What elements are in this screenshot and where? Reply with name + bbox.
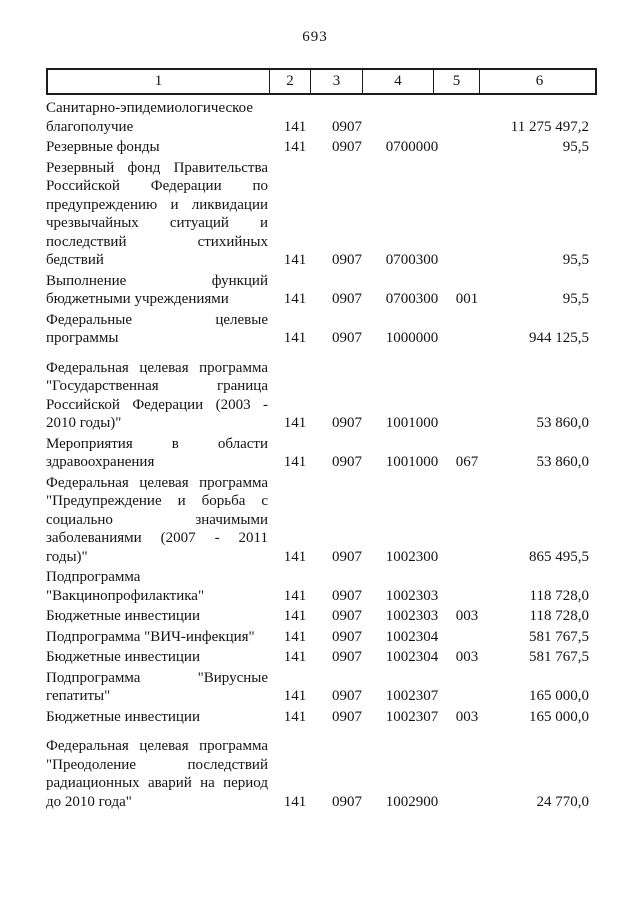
- cell-item-name: [46, 648, 268, 667]
- cell-code-col3: 0907: [332, 793, 362, 810]
- cell-amount: 53 860,0: [536, 454, 589, 470]
- cell-item-name: [46, 474, 268, 567]
- table-row: [46, 628, 601, 647]
- table-row: [46, 607, 601, 626]
- cell-amount: 944 125,5: [529, 330, 589, 346]
- header-col-1: 1: [154, 73, 163, 89]
- item-name-line: "Предупреждение и борьба с: [46, 493, 268, 509]
- cell-amount: 118 728,0: [529, 608, 589, 624]
- cell-code-col4: 1002307: [385, 688, 439, 704]
- item-name-line: предупреждению и ликвидации: [46, 196, 268, 213]
- table-row: [46, 311, 601, 348]
- item-name-line: до 2010 года": [46, 793, 132, 810]
- cell-item-name: [46, 311, 268, 348]
- item-name-line: последствий стихийных: [46, 233, 268, 250]
- item-name-line: Санитарно-эпидемиологическое: [46, 100, 254, 116]
- cell-amount: 865 495,5: [529, 548, 589, 565]
- cell-code-col3: 0907: [332, 291, 362, 307]
- cell-amount: 165 000,0: [529, 688, 589, 704]
- item-name-line: здравоохранения: [46, 454, 155, 470]
- item-name-line: годы)": [46, 548, 88, 565]
- table-body: [46, 99, 601, 811]
- table-header-row: [46, 68, 597, 95]
- item-name-line: Бюджетные инвестиции: [46, 608, 200, 624]
- table-row: [46, 708, 601, 727]
- item-name-line: бедствий: [46, 252, 104, 268]
- item-name-line: социально значимыми: [46, 511, 268, 528]
- cell-code-col2: 141: [283, 649, 307, 665]
- item-name-line: Подпрограмма "Вирусные: [46, 669, 268, 686]
- item-name-line: "Государственная граница: [46, 378, 268, 394]
- cell-code-col3: 0907: [332, 118, 362, 135]
- table-row: [46, 138, 601, 157]
- cell-code-col2: 141: [283, 291, 307, 307]
- cell-code-col2: 141: [283, 548, 307, 565]
- cell-code-col5: 001: [455, 291, 479, 307]
- cell-code-col3: 0907: [332, 708, 362, 725]
- cell-amount: 95,5: [562, 139, 589, 155]
- table-row: [46, 272, 601, 309]
- cell-amount: 118 728,0: [529, 587, 589, 604]
- table-row: [46, 648, 601, 667]
- table-row: [46, 737, 601, 811]
- cell-amount: 95,5: [562, 252, 589, 268]
- cell-item-name: [46, 607, 268, 626]
- cell-item-name: [46, 99, 268, 136]
- item-name-line: Подпрограмма: [46, 569, 141, 585]
- cell-code-col2: 141: [283, 628, 307, 645]
- item-name-line: бюджетными учреждениями: [46, 291, 229, 307]
- item-name-line: Мероприятия в области: [46, 435, 268, 452]
- cell-item-name: [46, 159, 268, 270]
- cell-code-col5: 003: [455, 649, 479, 665]
- cell-item-name: [46, 708, 268, 727]
- cell-code-col4: 1002304: [385, 628, 439, 645]
- cell-item-name: [46, 737, 268, 811]
- cell-item-name: [46, 359, 268, 433]
- header-col-5: 5: [433, 70, 479, 93]
- cell-code-col3: 0907: [332, 415, 362, 431]
- table-row: [46, 435, 601, 472]
- item-name-line: благополучие: [46, 118, 134, 135]
- cell-code-col2: 141: [283, 688, 307, 704]
- header-col-4: 4: [362, 70, 433, 93]
- cell-amount: 581 767,5: [529, 628, 589, 645]
- cell-code-col3: 0907: [332, 688, 362, 704]
- cell-code-col2: 141: [283, 793, 307, 810]
- cell-code-col3: 0907: [332, 454, 362, 470]
- cell-code-col3: 0907: [332, 252, 362, 268]
- header-col-3: 3: [310, 70, 362, 93]
- item-name-line: Бюджетные инвестиции: [46, 708, 200, 725]
- table-row: [46, 568, 601, 605]
- table-row: [46, 159, 601, 270]
- cell-code-col4: 1002303: [385, 608, 439, 624]
- cell-code-col4: 1002300: [385, 548, 439, 565]
- cell-code-col3: 0907: [332, 139, 362, 155]
- cell-code-col3: 0907: [332, 587, 362, 604]
- cell-code-col2: 141: [283, 454, 307, 470]
- cell-code-col4: 1001000: [385, 415, 439, 431]
- item-name-line: Российской Федерации (2003 -: [46, 396, 268, 413]
- cell-code-col3: 0907: [332, 548, 362, 565]
- cell-code-col3: 0907: [332, 649, 362, 665]
- cell-code-col2: 141: [283, 415, 307, 431]
- item-name-line: Резервные фонды: [46, 139, 160, 155]
- cell-code-col4: 0700300: [385, 291, 439, 307]
- cell-code-col2: 141: [283, 252, 307, 268]
- cell-code-col4: 1002307: [385, 708, 439, 725]
- cell-code-col3: 0907: [332, 628, 362, 645]
- header-col-6: 6: [479, 70, 599, 93]
- cell-amount: 581 767,5: [529, 649, 589, 665]
- cell-item-name: [46, 568, 268, 605]
- item-name-line: заболеваниями (2007 - 2011: [46, 530, 268, 546]
- item-name-line: Федеральная целевая программа: [46, 474, 268, 491]
- item-name-line: Федеральные целевые: [46, 311, 268, 328]
- cell-code-col5: 003: [455, 608, 479, 624]
- cell-item-name: [46, 628, 268, 647]
- cell-code-col4: 1001000: [385, 454, 439, 470]
- cell-code-col4: 0700300: [385, 252, 439, 268]
- cell-item-name: [46, 669, 268, 706]
- cell-code-col2: 141: [283, 330, 307, 346]
- cell-item-name: [46, 138, 268, 157]
- cell-code-col4: 1002304: [385, 649, 439, 665]
- table-row: [46, 359, 601, 433]
- cell-code-col2: 141: [283, 708, 307, 725]
- item-name-line: "Преодоление последствий: [46, 756, 268, 773]
- cell-amount: 24 770,0: [536, 793, 589, 810]
- cell-code-col2: 141: [283, 608, 307, 624]
- item-name-line: Федеральная целевая программа: [46, 359, 268, 376]
- cell-code-col5: 067: [455, 454, 479, 470]
- cell-code-col3: 0907: [332, 608, 362, 624]
- item-name-line: Подпрограмма "ВИЧ-инфекция": [46, 628, 255, 645]
- cell-code-col5: 003: [455, 708, 479, 725]
- cell-code-col3: 0907: [332, 330, 362, 346]
- item-name-line: Федеральная целевая программа: [46, 738, 268, 754]
- item-name-line: радиационных аварий на период: [46, 775, 268, 791]
- table-row: [46, 99, 601, 136]
- item-name-line: 2010 годы)": [46, 415, 122, 431]
- cell-amount: 53 860,0: [536, 415, 589, 431]
- item-name-line: Российской Федерации по: [46, 178, 268, 194]
- cell-item-name: [46, 272, 268, 309]
- table-row: [46, 669, 601, 706]
- cell-amount: 95,5: [562, 291, 589, 307]
- page-number: 693: [302, 29, 328, 45]
- cell-code-col4: 0700000: [385, 139, 439, 155]
- cell-code-col4: 1002900: [385, 793, 439, 810]
- item-name-line: "Вакцинопрофилактика": [46, 587, 205, 604]
- header-col-2: 2: [269, 70, 310, 93]
- item-name-line: Бюджетные инвестиции: [46, 649, 200, 665]
- cell-code-col2: 141: [283, 139, 307, 155]
- cell-amount: 165 000,0: [529, 708, 589, 725]
- item-name-line: Выполнение функций: [46, 272, 268, 289]
- item-name-line: Резервный фонд Правительства: [46, 159, 268, 176]
- budget-table: [46, 68, 597, 811]
- cell-code-col2: 141: [283, 118, 307, 135]
- cell-amount: 11 275 497,2: [510, 118, 589, 135]
- item-name-line: программы: [46, 330, 119, 346]
- cell-code-col4: 1002303: [385, 587, 439, 604]
- item-name-line: чрезвычайных ситуаций и: [46, 215, 268, 231]
- cell-code-col4: 1000000: [385, 330, 439, 346]
- cell-code-col2: 141: [283, 587, 307, 604]
- table-row: [46, 474, 601, 567]
- item-name-line: гепатиты": [46, 688, 111, 704]
- cell-item-name: [46, 435, 268, 472]
